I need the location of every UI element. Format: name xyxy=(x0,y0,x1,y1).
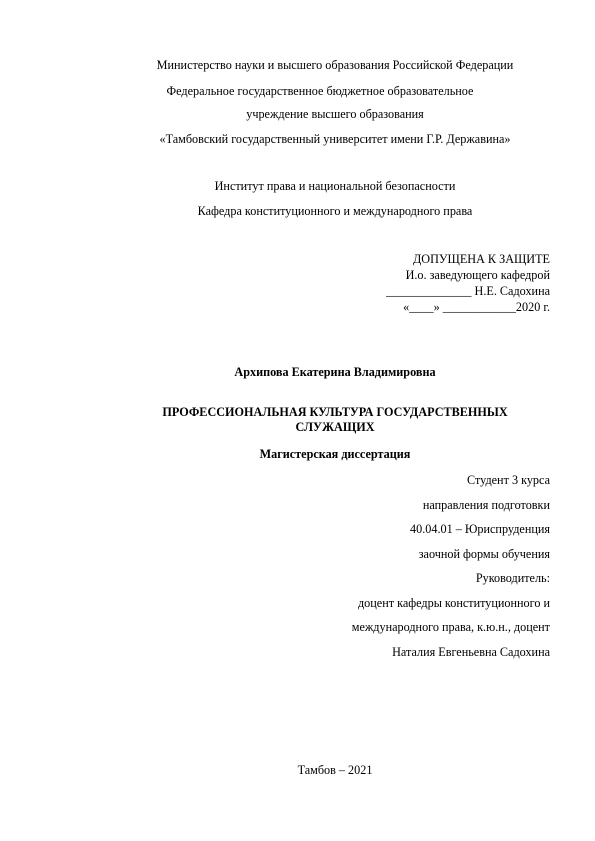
approval-title: ДОПУЩЕНА К ЗАЩИТЕ xyxy=(412,252,550,266)
approval-signature: ______________ Н.Е. Садохина xyxy=(386,284,550,298)
supervisor-label: Руководитель: xyxy=(475,571,550,585)
author-name: Архипова Екатерина Владимировна xyxy=(234,365,436,379)
thesis-title-line2: СЛУЖАЩИХ xyxy=(295,420,375,434)
supervisor-position-line1: доцент кафедры конституционного и xyxy=(357,596,550,610)
ministry-line: Министерство науки и высшего образования Российской Федерации xyxy=(156,58,514,72)
supervisor-position-line2: международного права, к.ю.н., доцент xyxy=(351,620,550,634)
approval-date: «____» ____________2020 г. xyxy=(403,300,550,314)
institute-name: Институт права и национальной безопасности xyxy=(214,179,456,193)
institution-type-line: Федеральное государственное бюджетное образовательное xyxy=(166,84,474,98)
institution-level-line: учреждение высшего образования xyxy=(246,107,424,121)
thesis-type: Магистерская диссертация xyxy=(259,447,411,461)
university-name-line: «Тамбовский государственный университет имени Г.Р. Державина» xyxy=(159,132,511,146)
supervisor-name: Наталия Евгеньевна Садохина xyxy=(392,645,550,659)
student-direction-code: 40.04.01 – Юриспруденция xyxy=(410,522,550,536)
department-name: Кафедра конституционного и международного права xyxy=(197,204,473,218)
student-direction-label: направления подготовки xyxy=(422,498,550,512)
thesis-title-line1: ПРОФЕССИОНАЛЬНАЯ КУЛЬТУРА ГОСУДАРСТВЕННЫХ xyxy=(162,405,508,419)
approval-role: И.о. заведующего кафедрой xyxy=(405,268,550,282)
student-course: Студент 3 курса xyxy=(466,473,550,487)
city-year: Тамбов – 2021 xyxy=(297,763,373,777)
student-study-form: заочной формы обучения xyxy=(418,547,550,561)
